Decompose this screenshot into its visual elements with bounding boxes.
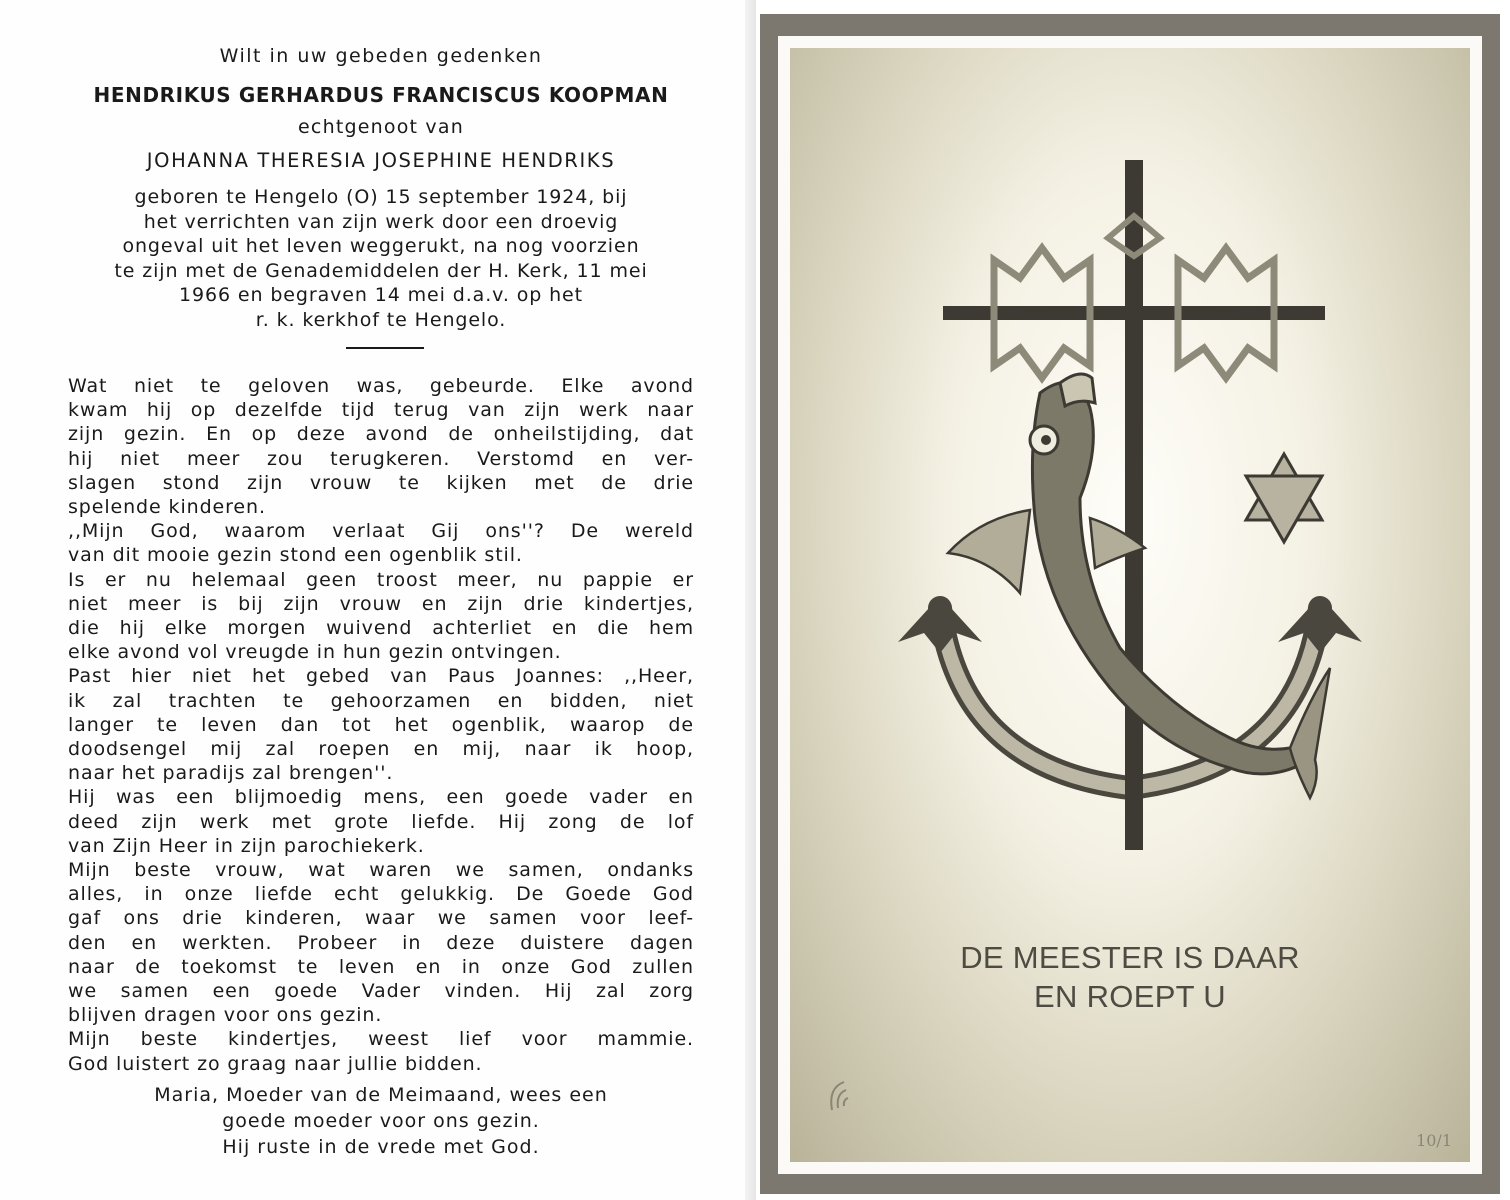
card-number: 10/1 bbox=[1416, 1131, 1452, 1150]
motto-line-2: EN ROEPT U bbox=[1034, 979, 1226, 1014]
memorial-line: Mijn beste vrouw, wat waren we samen, ondanks bbox=[68, 859, 694, 882]
memorial-line: ik zal trachten te gehoorzamen en bidden, niet bbox=[68, 689, 694, 712]
memorial-line: die hij elke morgen wuivend achterliet en die hem bbox=[68, 617, 694, 640]
memorial-line: naar het paradijs zal brengen''. bbox=[68, 762, 394, 785]
memorial-line: alles, in onze liefde echt gelukkig. De Goede God bbox=[68, 883, 694, 906]
memorial-line: van dit mooie gezin stond een ogenblik stil. bbox=[68, 544, 523, 567]
closing-line: Hij ruste in de vrede met God. bbox=[222, 1136, 540, 1158]
memorial-text bbox=[68, 374, 694, 1076]
spouse-label: echtgenoot van bbox=[298, 116, 464, 138]
memorial-line: doodsengel mij zal roepen en mij, naar ik hoop, bbox=[68, 738, 694, 761]
memorial-line: Hij was een blijmoedig mens, een goede vader en bbox=[68, 786, 694, 809]
vital-line: 1966 en begraven 14 mei d.a.v. op het bbox=[178, 284, 583, 306]
memorial-line: blijven dragen voor ons gezin. bbox=[68, 1004, 383, 1027]
memorial-line: Wat niet te geloven was, gebeurde. Elke avond bbox=[68, 375, 694, 397]
vital-line: het verrichten van zijn werk door een droevig bbox=[143, 210, 619, 233]
memorial-line: zijn gezin. En op deze avond de onheilstijding, dat bbox=[68, 423, 694, 446]
memorial-line: Is er nu helemaal geen troost meer, nu pappie er bbox=[68, 568, 694, 591]
spouse-name: JOHANNA THERESIA JOSEPHINE HENDRIKS bbox=[146, 149, 616, 172]
motto-line-1: DE MEESTER IS DAAR bbox=[960, 940, 1300, 975]
illustration-panel bbox=[790, 48, 1470, 1162]
intro-line: Wilt in uw gebeden gedenken bbox=[219, 45, 543, 67]
memorial-line: langer te leven dan tot het ogenblik, waarop de bbox=[68, 713, 694, 736]
memorial-line: van Zijn Heer in zijn parochiekerk. bbox=[68, 834, 425, 857]
vital-line: r. k. kerkhof te Hengelo. bbox=[255, 308, 507, 331]
star-of-david-icon bbox=[1246, 454, 1322, 542]
memorial-line: Past hier niet het gebed van Paus Joannes: ,,Heer, bbox=[68, 665, 694, 688]
image-border bbox=[778, 36, 1482, 1174]
closing-line: goede moeder voor ons gezin. bbox=[222, 1110, 540, 1132]
memorial-line: kwam hij op dezelfde tijd terug van zijn werk naar bbox=[68, 399, 694, 422]
memorial-line: spelende kinderen. bbox=[68, 496, 266, 519]
memorial-line: God luistert zo graag naar jullie bidden. bbox=[68, 1052, 483, 1075]
memorial-line: we samen een goede Vader vinden. Hij zal zorg bbox=[68, 980, 694, 1003]
memorial-line: hij niet meer zou terugkeren. Verstomd en ver- bbox=[68, 447, 694, 470]
deceased-name: HENDRIKUS GERHARDUS FRANCISCUS KOOPMAN bbox=[93, 83, 669, 107]
memorial-line: slagen stond zijn vrouw te kijken met de drie bbox=[68, 471, 694, 494]
card-fold-shadow bbox=[745, 0, 756, 1200]
vital-line: ongeval uit het leven weggerukt, na nog voorzien bbox=[122, 235, 640, 257]
divider bbox=[346, 347, 424, 349]
publisher-mark-icon bbox=[831, 1082, 848, 1110]
image-card bbox=[760, 14, 1500, 1194]
vital-line: geboren te Hengelo (O) 15 september 1924, bij bbox=[134, 186, 628, 208]
memorial-line: niet meer is bij zijn vrouw en zijn drie kindertjes, bbox=[68, 592, 694, 615]
memorial-line: den en werkten. Probeer in deze duistere dagen bbox=[68, 931, 694, 954]
vital-paragraph bbox=[68, 185, 694, 332]
memorial-line: ,,Mijn God, waarom verlaat Gij ons''? De wereld bbox=[68, 520, 694, 543]
vital-line: te zijn met de Genademiddelen der H. Kerk, 11 mei bbox=[114, 259, 648, 282]
memorial-line: Mijn beste kindertjes, weest lief voor mammie. bbox=[68, 1028, 694, 1051]
memorial-line: deed zijn werk met grote liefde. Hij zong de lof bbox=[68, 810, 694, 833]
memorial-line: gaf ons drie kinderen, waar we samen voor leef- bbox=[68, 907, 694, 930]
closing-line: Maria, Moeder van de Meimaand, wees een bbox=[154, 1084, 608, 1106]
closing-prayer bbox=[68, 1082, 694, 1160]
memorial-line: naar de toekomst te leven en in onze God zullen bbox=[68, 955, 694, 978]
memorial-line: elke avond vol vreugde in hun gezin ontvingen. bbox=[68, 641, 562, 664]
